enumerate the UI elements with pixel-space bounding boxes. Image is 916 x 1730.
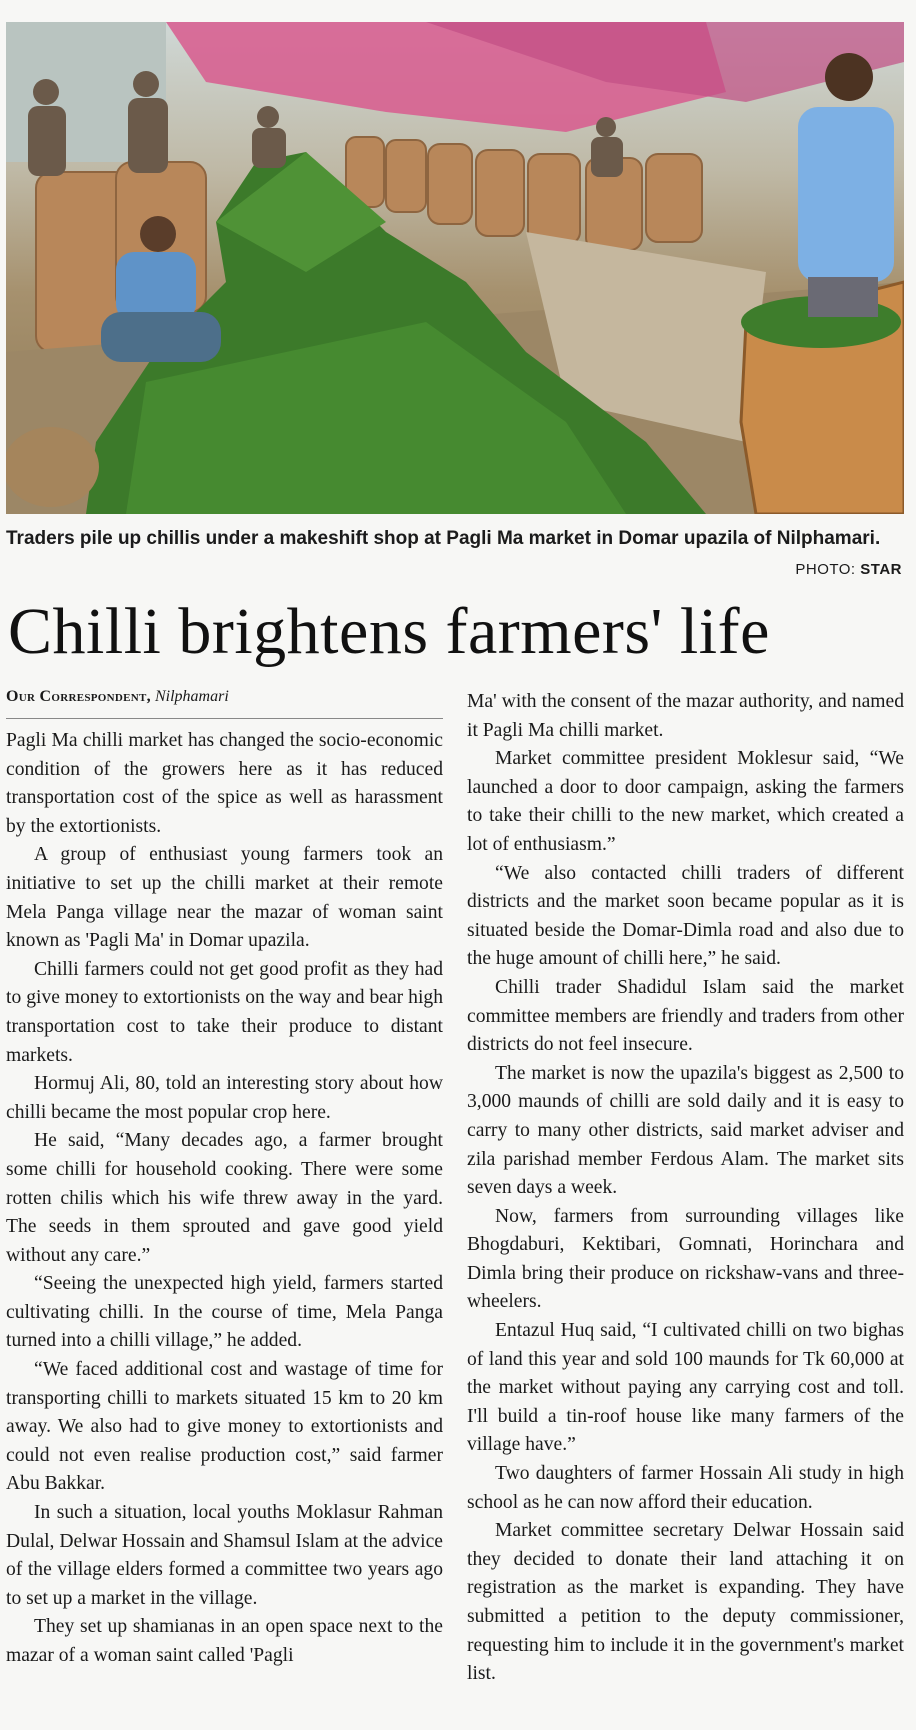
paragraph: Market committee president Moklesur said, “We launched a door to door campaign, asking the farmers to take their chilli to the new market, which created a lot of enthusiasm.” <box>467 748 904 855</box>
photo-credit <box>795 561 902 578</box>
paragraph: “Seeing the unexpected high yield, farmers started cultivating chilli. In the course of time, Mela Panga turned into a chilli village,” he added. <box>6 1273 443 1352</box>
paragraph: “We faced additional cost and wastage of time for transporting chilli to markets situated 15 km to 20 km away. We also had to give money to extortionists and could not even realise production cost,” said farmer Abu Bakkar. <box>6 1359 443 1495</box>
paragraph: Hormuj Ali, 80, told an interesting story about how chilli became the most popular crop here. <box>6 1073 443 1123</box>
paragraph: Chilli farmers could not get good profit as they had to give money to extortionists on the way and bear high transportation cost to take their produce to distant markets. <box>6 958 443 1066</box>
article-column-right <box>467 688 904 1689</box>
photo-credit-label: PHOTO: <box>795 561 861 578</box>
byline-place: Nilphamari <box>154 688 229 705</box>
paragraph: “We also contacted chilli traders of different districts and the market soon became popular as it is situated beside the Domar-Dimla road and also due to the huge amount of chilli here,” he said. <box>467 862 904 970</box>
byline-divider <box>6 718 443 719</box>
photo-caption: Traders pile up chillis under a makeshift shop at Pagli Ma market in Domar upazila of Nilphamari. <box>6 528 881 549</box>
paragraph: Now, farmers from surrounding villages like Bhogdaburi, Kektibari, Gomnati, Horinchara and Dimla bring their produce on rickshaw-vans and three-wheelers. <box>467 1205 904 1313</box>
headline: Chilli brightens farmers' life <box>8 595 770 668</box>
paragraph-continued: Ma' with the consent of the mazar authority, and named it Pagli Ma chilli market. <box>467 691 904 741</box>
paragraph: In such a situation, local youths Moklasur Rahman Dulal, Delwar Hossain and Shamsul Islam at the advice of the village elders formed a committee two years ago to set up a market in the village. <box>6 1502 443 1609</box>
paragraph: A group of enthusiast young farmers took an initiative to set up the chilli market at their remote Mela Panga village near the mazar of woman saint known as 'Pagli Ma' in Domar upazila. <box>6 844 443 952</box>
paragraph: He said, “Many decades ago, a farmer brought some chilli for household cooking. There were some rotten chilis which his wife threw away in the yard. The seeds in them sprouted and gave good yield without any care.” <box>6 1130 443 1266</box>
photo-credit-source: STAR <box>860 561 902 578</box>
byline-author: Our Correspondent, <box>6 688 151 705</box>
photo-chilli-market-icon <box>6 22 904 514</box>
article-column-left <box>6 686 443 1671</box>
byline <box>6 686 443 708</box>
paragraph: Entazul Huq said, “I cultivated chilli on two bighas of land this year and sold 100 maunds for Tk 60,000 at the market without paying any carrying cost and toll. I'll build a tin-roof house like many farmers of the village have.” <box>467 1320 904 1456</box>
paragraph: The market is now the upazila's biggest as 2,500 to 3,000 maunds of chilli are sold daily and it is easy to carry to many other districts, said market adviser and zila parishad member Ferdous Alam. The market sits seven days a week. <box>467 1062 904 1199</box>
paragraph: They set up shamianas in an open space next to the mazar of a woman saint called 'Pagli <box>6 1616 443 1666</box>
paragraph: Chilli trader Shadidul Islam said the market committee members are friendly and traders from other districts do not feel insecure. <box>467 976 904 1056</box>
news-photo <box>6 22 904 514</box>
paragraph: Pagli Ma chilli market has changed the socio-economic condition of the growers here as it has reduced transportation cost of the spice as well as harassment by the extortionists. <box>6 730 443 837</box>
paragraph: Two daughters of farmer Hossain Ali study in high school as he can now afford their education. <box>467 1463 904 1513</box>
paragraph: Market committee secretary Delwar Hossain said they decided to donate their land attaching it on registration as the market is expanding. They have submitted a petition to the deputy commissioner, requesting him to include it in the government's market list. <box>467 1520 904 1685</box>
